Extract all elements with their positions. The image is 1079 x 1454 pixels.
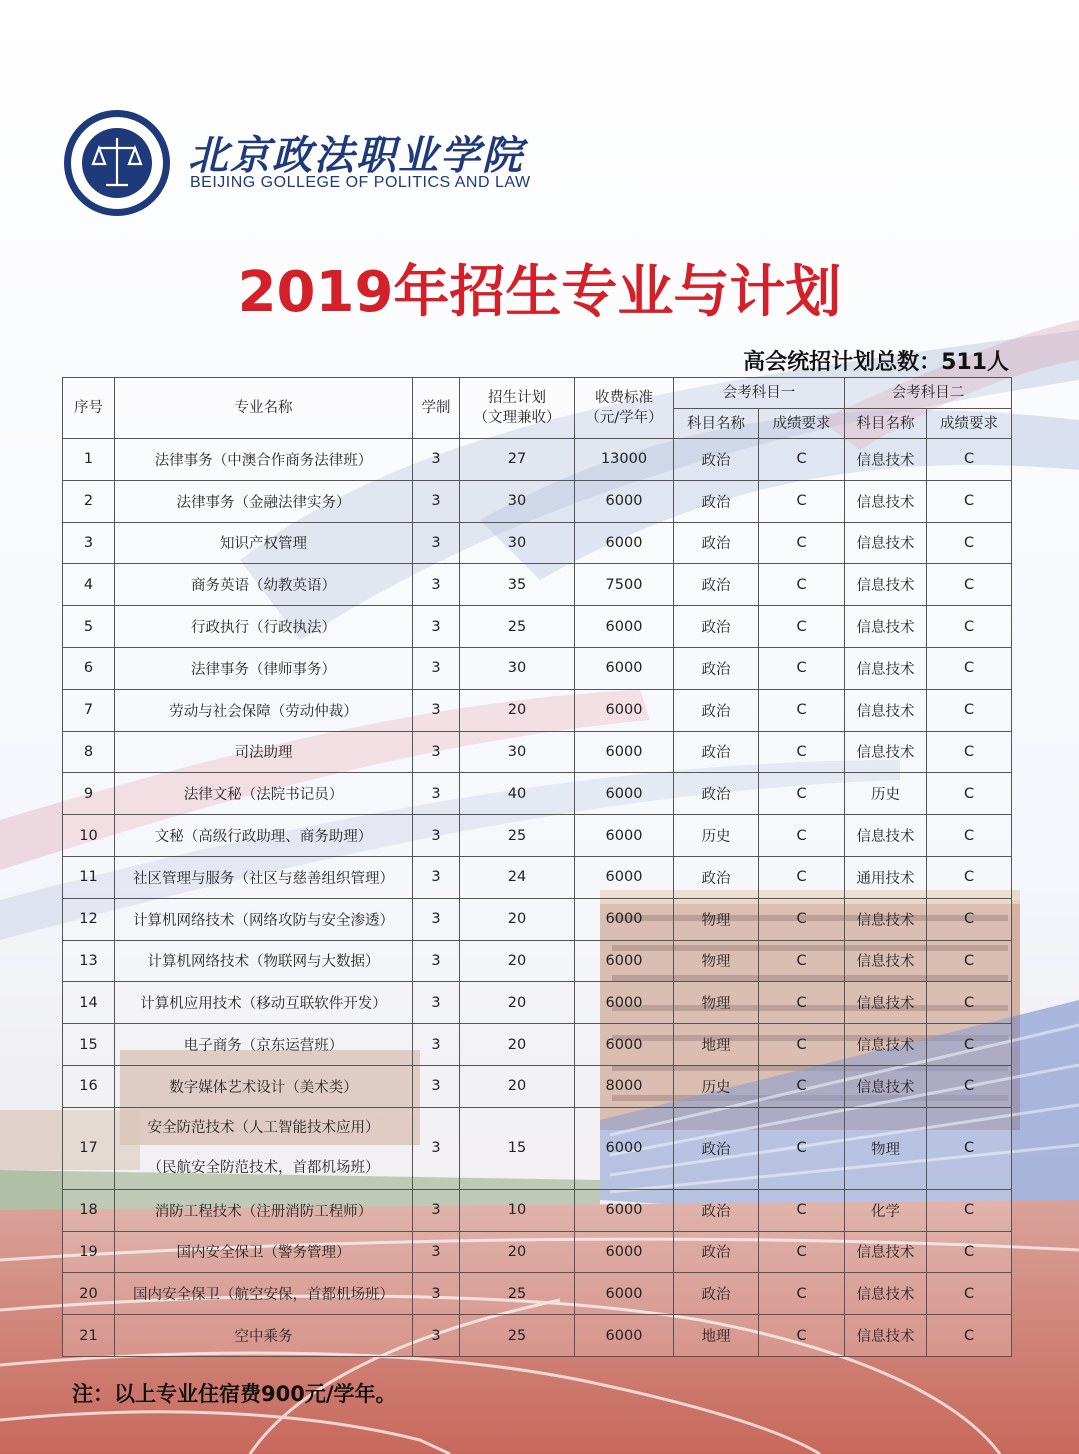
row-exam2-subject: 信息技术 <box>845 647 927 689</box>
row-exam1-grade: C <box>759 1107 845 1189</box>
row-major: 法律事务（律师事务） <box>115 647 413 689</box>
row-fee: 6000 <box>575 731 674 773</box>
header-years: 学制 <box>413 378 460 439</box>
row-exam2-subject: 信息技术 <box>845 439 927 481</box>
row-years: 3 <box>413 1107 460 1189</box>
row-plan: 20 <box>460 898 575 940</box>
row-exam1-grade: C <box>759 773 845 815</box>
row-fee: 6000 <box>575 898 674 940</box>
row-exam1-subject: 政治 <box>674 564 759 606</box>
row-years: 3 <box>413 1189 460 1231</box>
row-exam1-grade: C <box>759 1273 845 1315</box>
row-exam2-subject: 信息技术 <box>845 522 927 564</box>
row-exam1-subject: 政治 <box>674 1107 759 1189</box>
row-seq: 20 <box>63 1273 115 1315</box>
row-fee: 6000 <box>575 815 674 857</box>
row-major: 国内安全保卫（警务管理） <box>115 1231 413 1273</box>
row-plan: 30 <box>460 731 575 773</box>
row-fee: 8000 <box>575 1065 674 1107</box>
row-exam2-grade: C <box>927 1315 1012 1357</box>
page-title: 2019年招生专业与计划 <box>237 260 842 325</box>
row-plan: 10 <box>460 1189 575 1231</box>
table-row <box>63 439 1012 481</box>
row-exam1-grade: C <box>759 982 845 1024</box>
row-exam2-subject: 历史 <box>845 773 927 815</box>
row-years: 3 <box>413 606 460 648</box>
enrollment-plan-table <box>62 377 1012 1357</box>
school-seal-logo <box>62 108 172 218</box>
table-row <box>63 1024 1012 1066</box>
row-fee: 6000 <box>575 606 674 648</box>
table-row <box>63 1107 1012 1189</box>
row-exam2-grade: C <box>927 815 1012 857</box>
row-exam1-subject: 政治 <box>674 522 759 564</box>
row-plan: 30 <box>460 522 575 564</box>
header-fee-line1: 收费标准 <box>595 390 653 406</box>
row-major-line2: （民航安全防范技术，首都机场班） <box>147 1160 380 1177</box>
row-fee: 6000 <box>575 647 674 689</box>
row-exam1-subject: 政治 <box>674 731 759 773</box>
row-exam1-grade: C <box>759 1189 845 1231</box>
row-exam1-subject: 历史 <box>674 1065 759 1107</box>
row-fee: 6000 <box>575 856 674 898</box>
row-major: 商务英语（幼教英语） <box>115 564 413 606</box>
row-exam1-grade: C <box>759 689 845 731</box>
row-fee: 6000 <box>575 1107 674 1189</box>
row-exam1-grade: C <box>759 1231 845 1273</box>
row-seq: 17 <box>63 1107 115 1189</box>
row-exam2-grade: C <box>927 1024 1012 1066</box>
row-major: 法律事务（金融法律实务） <box>115 480 413 522</box>
row-plan: 15 <box>460 1107 575 1189</box>
header-plan-line2: （文理兼收） <box>473 410 561 426</box>
header-plan-line1: 招生计划 <box>488 390 546 406</box>
row-years: 3 <box>413 647 460 689</box>
table-row <box>63 1189 1012 1231</box>
row-exam2-grade: C <box>927 940 1012 982</box>
row-exam1-subject: 政治 <box>674 647 759 689</box>
row-major: 知识产权管理 <box>115 522 413 564</box>
row-seq: 21 <box>63 1315 115 1357</box>
row-plan: 25 <box>460 815 575 857</box>
row-major: 数字媒体艺术设计（美术类） <box>115 1065 413 1107</box>
row-exam2-subject: 信息技术 <box>845 940 927 982</box>
row-exam1-grade: C <box>759 647 845 689</box>
row-exam1-grade: C <box>759 606 845 648</box>
row-years: 3 <box>413 731 460 773</box>
row-exam2-grade: C <box>927 773 1012 815</box>
row-exam2-subject: 信息技术 <box>845 815 927 857</box>
row-exam2-subject: 化学 <box>845 1189 927 1231</box>
row-years: 3 <box>413 940 460 982</box>
table-row <box>63 982 1012 1024</box>
header-seq: 序号 <box>63 378 115 439</box>
row-exam2-grade: C <box>927 647 1012 689</box>
row-years: 3 <box>413 982 460 1024</box>
table-row <box>63 606 1012 648</box>
header-major: 专业名称 <box>115 378 413 439</box>
row-seq: 14 <box>63 982 115 1024</box>
row-years: 3 <box>413 439 460 481</box>
row-exam1-subject: 物理 <box>674 940 759 982</box>
row-plan: 20 <box>460 1024 575 1066</box>
header-exam1: 会考科目一 <box>674 378 845 409</box>
row-exam2-subject: 信息技术 <box>845 1024 927 1066</box>
row-plan: 40 <box>460 773 575 815</box>
row-exam2-grade: C <box>927 564 1012 606</box>
footnote: 注：以上专业住宿费900元/学年。 <box>72 1382 397 1406</box>
row-plan: 30 <box>460 647 575 689</box>
table-row <box>63 1273 1012 1315</box>
row-fee: 6000 <box>575 480 674 522</box>
row-exam1-subject: 政治 <box>674 1273 759 1315</box>
row-exam2-subject: 信息技术 <box>845 731 927 773</box>
row-seq: 18 <box>63 1189 115 1231</box>
row-seq: 2 <box>63 480 115 522</box>
row-years: 3 <box>413 564 460 606</box>
row-fee: 6000 <box>575 1189 674 1231</box>
row-major: 空中乘务 <box>115 1315 413 1357</box>
row-seq: 4 <box>63 564 115 606</box>
row-exam2-grade: C <box>927 1273 1012 1315</box>
table-row <box>63 522 1012 564</box>
row-seq: 3 <box>63 522 115 564</box>
row-seq: 13 <box>63 940 115 982</box>
row-exam1-subject: 政治 <box>674 480 759 522</box>
row-exam1-subject: 政治 <box>674 1189 759 1231</box>
row-exam1-subject: 物理 <box>674 898 759 940</box>
row-exam2-grade: C <box>927 522 1012 564</box>
header-exam2: 会考科目二 <box>845 378 1012 409</box>
row-plan: 20 <box>460 1065 575 1107</box>
school-name-english: BEIJING GOLLEGE OF POLITICS AND LAW <box>190 174 531 191</box>
row-plan: 20 <box>460 940 575 982</box>
row-major: 计算机应用技术（移动互联软件开发） <box>115 982 413 1024</box>
row-exam1-grade: C <box>759 1315 845 1357</box>
table-row <box>63 898 1012 940</box>
table-row <box>63 1315 1012 1357</box>
row-major-line1: 安全防范技术（人工智能技术应用） <box>147 1120 380 1137</box>
row-years: 3 <box>413 815 460 857</box>
header-fee-line2: （元/学年） <box>585 410 663 426</box>
row-plan: 24 <box>460 856 575 898</box>
row-exam2-grade: C <box>927 1189 1012 1231</box>
row-major: 电子商务（京东运营班） <box>115 1024 413 1066</box>
header-plan <box>460 378 575 439</box>
header-exam1-subject: 科目名称 <box>674 409 759 439</box>
row-exam2-subject: 信息技术 <box>845 1273 927 1315</box>
row-plan: 20 <box>460 689 575 731</box>
row-exam1-subject: 地理 <box>674 1315 759 1357</box>
row-exam1-grade: C <box>759 731 845 773</box>
row-years: 3 <box>413 1231 460 1273</box>
row-years: 3 <box>413 689 460 731</box>
row-exam2-subject: 信息技术 <box>845 480 927 522</box>
row-exam1-subject: 历史 <box>674 815 759 857</box>
row-seq: 1 <box>63 439 115 481</box>
row-major: 社区管理与服务（社区与慈善组织管理） <box>115 856 413 898</box>
row-fee: 6000 <box>575 1315 674 1357</box>
row-exam2-subject: 信息技术 <box>845 606 927 648</box>
row-exam2-subject: 信息技术 <box>845 982 927 1024</box>
row-plan: 30 <box>460 480 575 522</box>
row-exam2-grade: C <box>927 898 1012 940</box>
row-years: 3 <box>413 898 460 940</box>
table-row <box>63 731 1012 773</box>
row-exam1-grade: C <box>759 815 845 857</box>
row-exam2-grade: C <box>927 1065 1012 1107</box>
row-major: 司法助理 <box>115 731 413 773</box>
table-row <box>63 773 1012 815</box>
row-seq: 11 <box>63 856 115 898</box>
table-row <box>63 480 1012 522</box>
row-major: 计算机网络技术（网络攻防与安全渗透） <box>115 898 413 940</box>
row-exam2-grade: C <box>927 689 1012 731</box>
table-row <box>63 564 1012 606</box>
row-exam2-grade: C <box>927 1107 1012 1189</box>
row-major: 法律文秘（法院书记员） <box>115 773 413 815</box>
row-exam1-subject: 政治 <box>674 773 759 815</box>
row-fee: 6000 <box>575 522 674 564</box>
row-years: 3 <box>413 1315 460 1357</box>
row-plan: 35 <box>460 564 575 606</box>
row-years: 3 <box>413 1024 460 1066</box>
row-seq: 9 <box>63 773 115 815</box>
row-fee: 6000 <box>575 1273 674 1315</box>
row-major: 文秘（高级行政助理、商务助理） <box>115 815 413 857</box>
row-seq: 16 <box>63 1065 115 1107</box>
row-years: 3 <box>413 773 460 815</box>
row-exam2-grade: C <box>927 606 1012 648</box>
header-exam2-grade: 成绩要求 <box>927 409 1012 439</box>
row-exam1-grade: C <box>759 898 845 940</box>
row-fee: 7500 <box>575 564 674 606</box>
table-row <box>63 689 1012 731</box>
row-exam2-subject: 信息技术 <box>845 689 927 731</box>
row-exam1-grade: C <box>759 856 845 898</box>
row-major: 消防工程技术（注册消防工程师） <box>115 1189 413 1231</box>
total-plan-count: 高会统招计划总数：511人 <box>743 350 1009 375</box>
row-major: 劳动与社会保障（劳动仲裁） <box>115 689 413 731</box>
row-years: 3 <box>413 480 460 522</box>
table-body <box>63 439 1012 1357</box>
table-row <box>63 1231 1012 1273</box>
row-exam1-subject: 政治 <box>674 439 759 481</box>
row-fee: 6000 <box>575 1024 674 1066</box>
table-row <box>63 856 1012 898</box>
row-exam1-subject: 地理 <box>674 1024 759 1066</box>
table-row <box>63 940 1012 982</box>
row-exam1-grade: C <box>759 564 845 606</box>
row-fee: 6000 <box>575 773 674 815</box>
row-exam2-subject: 信息技术 <box>845 1315 927 1357</box>
row-seq: 12 <box>63 898 115 940</box>
row-seq: 15 <box>63 1024 115 1066</box>
row-major: 计算机网络技术（物联网与大数据） <box>115 940 413 982</box>
row-exam2-grade: C <box>927 1231 1012 1273</box>
header-fee <box>575 378 674 439</box>
row-years: 3 <box>413 522 460 564</box>
row-exam2-subject: 物理 <box>845 1107 927 1189</box>
row-exam2-grade: C <box>927 856 1012 898</box>
row-plan: 25 <box>460 1273 575 1315</box>
row-exam1-grade: C <box>759 522 845 564</box>
row-major: 法律事务（中澳合作商务法律班） <box>115 439 413 481</box>
row-exam1-subject: 物理 <box>674 982 759 1024</box>
table-row <box>63 815 1012 857</box>
row-seq: 8 <box>63 731 115 773</box>
row-plan: 25 <box>460 1315 575 1357</box>
row-fee: 6000 <box>575 940 674 982</box>
row-seq: 6 <box>63 647 115 689</box>
row-exam2-subject: 信息技术 <box>845 1065 927 1107</box>
row-years: 3 <box>413 856 460 898</box>
header-exam2-subject: 科目名称 <box>845 409 927 439</box>
row-exam1-subject: 政治 <box>674 689 759 731</box>
row-plan: 25 <box>460 606 575 648</box>
row-fee: 6000 <box>575 689 674 731</box>
row-fee: 13000 <box>575 439 674 481</box>
row-exam2-grade: C <box>927 982 1012 1024</box>
header-exam1-grade: 成绩要求 <box>759 409 845 439</box>
row-exam2-grade: C <box>927 480 1012 522</box>
row-exam2-subject: 通用技术 <box>845 856 927 898</box>
row-fee: 6000 <box>575 982 674 1024</box>
row-seq: 5 <box>63 606 115 648</box>
school-name-chinese: 北京政法职业学院 <box>188 132 524 179</box>
row-fee: 6000 <box>575 1231 674 1273</box>
row-exam2-grade: C <box>927 439 1012 481</box>
row-exam1-grade: C <box>759 1024 845 1066</box>
row-exam1-grade: C <box>759 940 845 982</box>
table-row <box>63 1065 1012 1107</box>
row-exam1-subject: 政治 <box>674 856 759 898</box>
row-years: 3 <box>413 1065 460 1107</box>
row-major <box>115 1107 413 1189</box>
row-plan: 27 <box>460 439 575 481</box>
row-exam1-subject: 政治 <box>674 1231 759 1273</box>
row-exam1-grade: C <box>759 439 845 481</box>
table-row <box>63 647 1012 689</box>
row-seq: 19 <box>63 1231 115 1273</box>
row-seq: 7 <box>63 689 115 731</box>
row-seq: 10 <box>63 815 115 857</box>
row-exam2-grade: C <box>927 731 1012 773</box>
row-exam1-grade: C <box>759 1065 845 1107</box>
row-plan: 20 <box>460 982 575 1024</box>
table-header-row <box>63 378 1012 409</box>
row-exam2-subject: 信息技术 <box>845 564 927 606</box>
row-major: 行政执行（行政执法） <box>115 606 413 648</box>
row-exam1-subject: 政治 <box>674 606 759 648</box>
row-plan: 20 <box>460 1231 575 1273</box>
row-exam2-subject: 信息技术 <box>845 1231 927 1273</box>
row-years: 3 <box>413 1273 460 1315</box>
row-major: 国内安全保卫（航空安保，首都机场班） <box>115 1273 413 1315</box>
row-exam2-subject: 信息技术 <box>845 898 927 940</box>
row-exam1-grade: C <box>759 480 845 522</box>
